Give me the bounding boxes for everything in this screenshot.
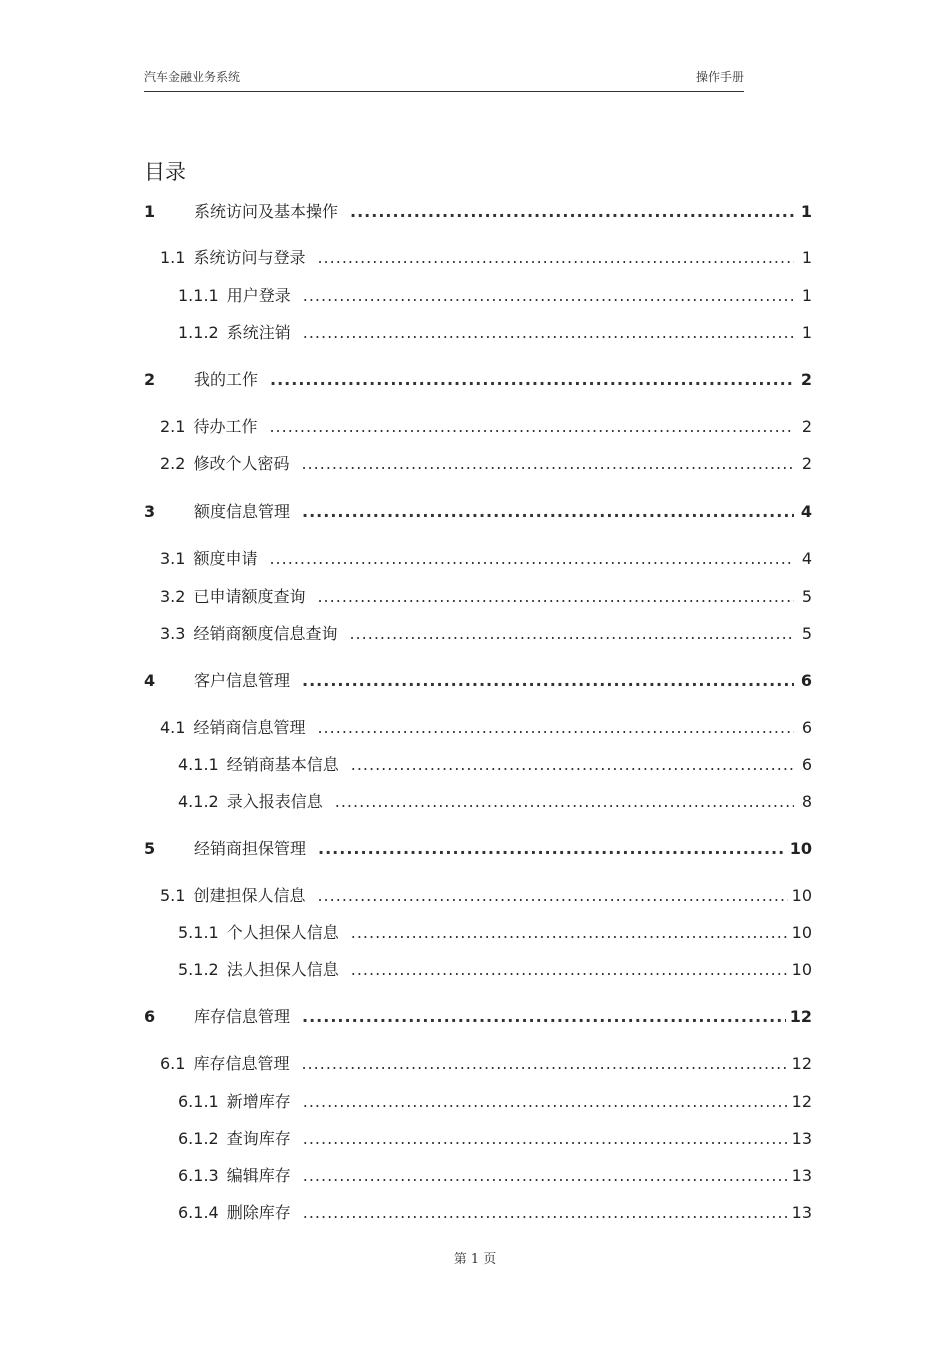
toc-dot-leader [317,585,794,609]
toc-dot-leader [302,669,794,693]
toc-entry-title: 客户信息管理 [194,671,291,690]
toc-dot-leader [350,200,794,224]
toc-entry-page: 2 [801,454,812,473]
toc-entry-number: 6.1.1 [178,1092,219,1111]
toc-entry-page: 4 [801,549,812,568]
toc-entry-page: 5 [801,624,812,643]
toc-entry[interactable] [144,1005,812,1029]
toc-entry-title: 新增库存 [226,1092,291,1111]
toc-entry[interactable] [160,622,812,646]
toc-entry-number: 2.2 [160,454,186,473]
toc-entry-number: 1.1.1 [178,286,219,305]
toc-dot-leader [302,1005,786,1029]
toc-entry-number: 4.1.2 [178,792,219,811]
toc-entry-number: 3.2 [160,587,186,606]
toc-dot-leader [303,321,794,345]
toc-entry-page: 12 [791,1092,812,1111]
toc-entry-title: 查询库存 [226,1129,291,1148]
toc-entry-number: 4 [144,671,156,690]
toc-entry[interactable] [160,547,812,571]
toc-entry[interactable] [160,716,812,740]
toc-dot-leader [317,884,787,908]
toc-entry[interactable] [178,1090,812,1114]
toc-entry[interactable] [160,246,812,270]
toc-entry[interactable] [178,1164,812,1188]
toc-dot-leader [335,790,794,814]
toc-dot-leader [301,1052,787,1076]
toc-dot-leader [303,1090,788,1114]
toc-entry-title: 个人担保人信息 [226,923,339,942]
toc-entry-page: 12 [789,1007,812,1026]
toc-entry[interactable] [178,753,812,777]
toc-entry-number: 4.1.1 [178,755,219,774]
toc-entry-title: 法人担保人信息 [226,960,339,979]
toc-entry-number: 5 [144,839,156,858]
toc-dot-leader [270,368,794,392]
toc-entry-title: 系统访问及基本操作 [194,202,339,221]
toc-entry-page: 1 [800,202,812,221]
toc-dot-leader [317,716,794,740]
toc-entry-number: 6.1.3 [178,1166,219,1185]
toc-entry-title: 编辑库存 [226,1166,291,1185]
toc-dot-leader [318,837,786,861]
page-header [144,64,744,92]
toc-entry-title: 经销商担保管理 [194,839,307,858]
toc-entry-number: 3 [144,502,156,521]
toc-dot-leader [301,452,794,476]
toc-entry-number: 4.1 [160,718,186,737]
toc-entry-page: 13 [791,1129,812,1148]
toc-entry-page: 8 [801,792,812,811]
toc-entry-page: 1 [801,286,812,305]
toc-entry-page: 10 [791,960,812,979]
toc-entry[interactable] [178,958,812,982]
toc-entry[interactable] [160,1052,812,1076]
toc-entry[interactable] [160,452,812,476]
toc-entry-page: 12 [791,1054,812,1073]
toc-entry-title: 用户登录 [226,286,291,305]
toc-entry-number: 5.1 [160,886,186,905]
toc-entry[interactable] [178,284,812,308]
toc-entry-page: 1 [801,323,812,342]
toc-entry-title: 创建担保人信息 [193,886,306,905]
toc-entry-page: 6 [800,671,812,690]
toc-entry-page: 10 [791,886,812,905]
toc-entry[interactable] [178,321,812,345]
toc-entry-number: 5.1.2 [178,960,219,979]
toc-entry-title: 额度信息管理 [194,502,291,521]
toc-entry-page: 13 [791,1166,812,1185]
toc-entry[interactable] [144,368,812,392]
toc-entry-title: 经销商基本信息 [226,755,339,774]
toc-entry-title: 录入报表信息 [226,792,323,811]
toc-dot-leader [302,500,794,524]
toc-dot-leader [351,753,794,777]
toc-dot-leader [303,1201,788,1225]
toc-dot-leader [317,246,794,270]
toc-entry-number: 1.1 [160,248,186,267]
toc-entry[interactable] [178,1127,812,1151]
toc-dot-leader [303,284,794,308]
toc-entry-number: 6.1.4 [178,1203,219,1222]
toc-entry[interactable] [144,837,812,861]
toc-entry-number: 6.1.2 [178,1129,219,1148]
toc-entry[interactable] [144,500,812,524]
toc-entry-number: 1 [144,202,156,221]
toc-dot-leader [351,958,788,982]
page-footer: 第 1 页 [453,1252,497,1267]
toc-entry-page: 5 [801,587,812,606]
toc-dot-leader [303,1164,788,1188]
toc-entry-number: 3.1 [160,549,186,568]
toc-entry-number: 6.1 [160,1054,186,1073]
toc-entry-number: 6 [144,1007,156,1026]
toc-entry[interactable] [160,884,812,908]
toc-entry-title: 待办工作 [193,417,258,436]
toc-entry-page: 2 [800,370,812,389]
toc-entry-page: 1 [801,248,812,267]
toc-entry-title: 额度申请 [193,549,258,568]
toc-dot-leader [269,547,794,571]
toc-entry-number: 2 [144,370,156,389]
toc-entry-page: 13 [791,1203,812,1222]
toc-entry-number: 3.3 [160,624,186,643]
toc-entry[interactable] [178,790,812,814]
toc-entry-page: 10 [791,923,812,942]
toc-entry-number: 1.1.2 [178,323,219,342]
header-manual-label: 操作手册 [695,70,744,84]
toc-entry[interactable] [144,200,812,224]
toc-entry-title: 修改个人密码 [193,454,290,473]
toc-dot-leader [349,622,794,646]
toc-dot-leader [351,921,788,945]
toc-title: 目录 [144,160,186,184]
toc-entry-number: 2.1 [160,417,186,436]
toc-entry-title: 库存信息管理 [193,1054,290,1073]
toc-entry-title: 库存信息管理 [194,1007,291,1026]
toc-entry[interactable] [144,669,812,693]
toc-entry-page: 6 [801,755,812,774]
toc-entry-title: 我的工作 [194,370,259,389]
toc-entry-number: 5.1.1 [178,923,219,942]
toc-entry-page: 10 [789,839,812,858]
toc-entry-page: 6 [801,718,812,737]
toc-entry-title: 系统注销 [226,323,291,342]
toc-entry[interactable] [160,585,812,609]
toc-dot-leader [269,415,794,439]
toc-entry[interactable] [178,1201,812,1225]
toc-entry-title: 已申请额度查询 [193,587,306,606]
toc-entry[interactable] [160,415,812,439]
toc-entry[interactable] [178,921,812,945]
toc-entry-page: 4 [800,502,812,521]
toc-entry-title: 删除库存 [226,1203,291,1222]
toc-entry-page: 2 [801,417,812,436]
header-system-name: 汽车金融业务系统 [144,70,241,84]
toc-entry-title: 经销商信息管理 [193,718,306,737]
toc-entry-title: 系统访问与登录 [193,248,306,267]
toc-dot-leader [303,1127,788,1151]
toc-entry-title: 经销商额度信息查询 [193,624,338,643]
